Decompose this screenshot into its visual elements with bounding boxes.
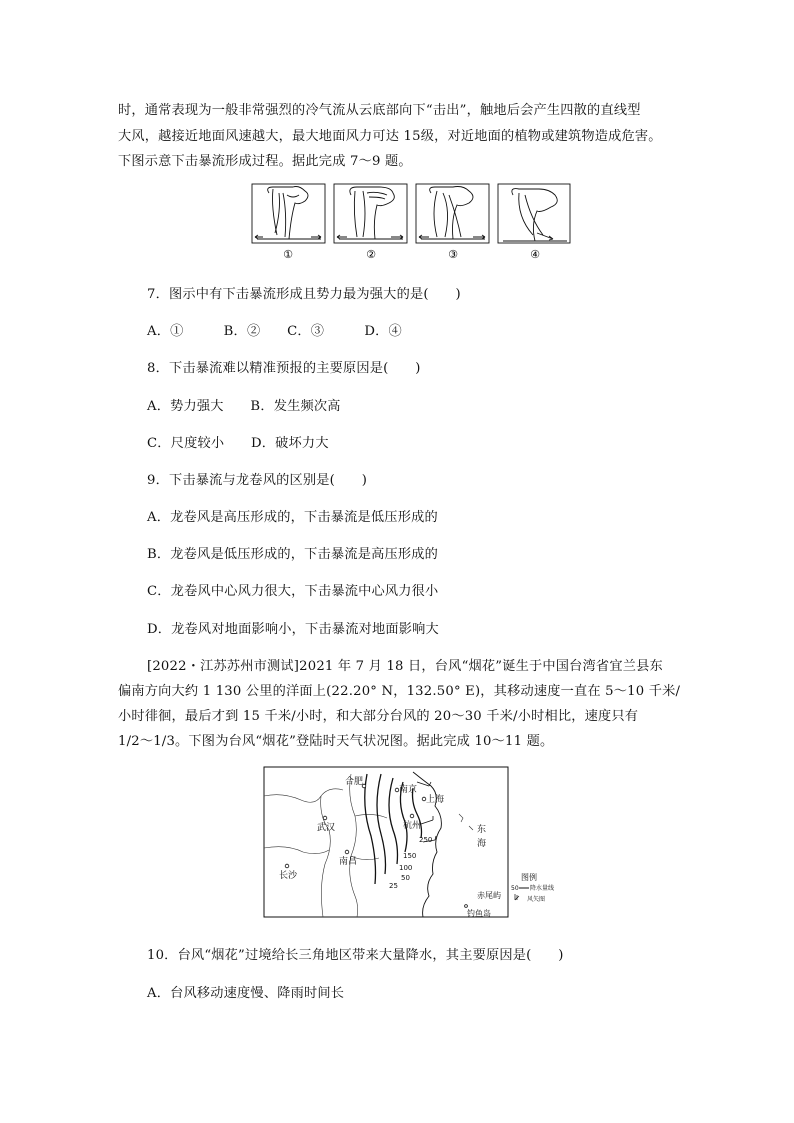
province-border: [264, 789, 343, 802]
isohyet-25: [365, 774, 376, 884]
typhoon-weather-map: [263, 766, 555, 920]
city-marker-wuhan: [323, 816, 327, 820]
city-marker-hangzhou: [410, 814, 414, 818]
passage-2-line-4: 1/2～1/3。下图为台风“烟花”登陆时天气状况图。据此完成 10～11 题。: [118, 734, 554, 749]
map-frame: [264, 767, 508, 917]
question-8-stem: 8．下击暴流难以精准预报的主要原因是( ): [147, 361, 421, 376]
city-label-nanchang: 南昌: [339, 857, 358, 867]
question-7-options: A．① B．② C．③ D．④: [147, 324, 402, 339]
question-10-option-a: A．台风移动速度慢、降雨时间长: [147, 986, 345, 1001]
isohyet-50: [377, 774, 386, 874]
intro-line-1: 时，通常表现为一般非常强烈的冷气流从云底部向下“击出”，触地后会产生四散的直线型: [118, 103, 641, 118]
question-8-options-cd: C．尺度较小 D．破坏力大: [147, 436, 329, 451]
intro-line-3: 下图示意下击暴流形成过程。据此完成 7～9 题。: [118, 154, 412, 169]
isohyet-label-250: 250: [419, 836, 433, 844]
question-9-option-d: D．龙卷风对地面影响小，下击暴流对地面影响大: [147, 622, 439, 637]
city-label-wuhan: 武汉: [317, 823, 336, 833]
coastline: [413, 772, 441, 917]
island: [459, 814, 463, 822]
province-border: [321, 796, 331, 917]
question-7-stem: 7．图示中有下击暴流形成且势力最为强大的是( ): [147, 287, 461, 302]
island-label-chiwei: 赤尾屿: [477, 891, 501, 900]
question-9-option-b: B．龙卷风是低压形成的，下击暴流是高压形成的: [147, 547, 439, 562]
sea-label-1: 东: [477, 825, 487, 835]
city-marker-changsha: [285, 864, 289, 868]
isohyet-label-25: 25: [389, 882, 398, 890]
province-border: [350, 774, 358, 917]
city-marker-nanchang: [345, 850, 349, 854]
island-label-diaoyu: 钓鱼岛: [467, 909, 491, 918]
question-9-stem: 9．下击暴流与龙卷风的区别是( ): [147, 473, 368, 488]
downburst-figure: [251, 183, 571, 263]
city-label-shanghai: 上海: [426, 795, 445, 805]
panel-label-2: ②: [366, 248, 376, 261]
question-10-stem: 10．台风“烟花”过境给长三角地区带来大量降水，其主要原因是( ): [147, 948, 564, 963]
wind-barb: [421, 816, 433, 824]
question-9-option-a: A．龙卷风是高压形成的，下击暴流是低压形成的: [147, 510, 438, 525]
panel-label-4: ④: [530, 248, 540, 261]
legend-isohyet-label: 降水量线: [530, 885, 555, 892]
panel-1-frame: [252, 184, 325, 243]
city-label-nanjing: 南京: [399, 785, 418, 795]
passage-2-line-2: 偏南方向大约 1 130 公里的洋面上(22.20° N，132.50° E)，其移动速度一直在 5～10 千米/: [118, 684, 681, 699]
isohyet-label-150: 150: [403, 852, 417, 860]
legend-isohyet-value: 50: [511, 885, 519, 892]
province-border: [264, 847, 329, 854]
legend-barb-icon: [515, 894, 519, 900]
isohyet-label-50: 50: [401, 874, 410, 882]
question-9-option-c: C．龙卷风中心风力很大，下击暴流中心风力很小: [147, 584, 439, 599]
sea-label-2: 海: [477, 839, 487, 849]
map-legend: [511, 872, 554, 903]
city-label-hangzhou: 杭州: [403, 821, 422, 831]
question-8-options-ab: A．势力强大 B．发生频次高: [147, 399, 341, 414]
legend-barb-label: 风矢图: [527, 896, 546, 903]
passage-2-line-3: 小时徘徊，最后才到 15 千米/小时，和大部分台风的 20～30 千米/小时相比，速度只有: [118, 709, 639, 724]
legend-title: 图例: [521, 873, 537, 882]
city-label-hefei: 合肥: [345, 777, 364, 787]
island-marker: [465, 905, 468, 908]
island: [469, 826, 473, 830]
province-border: [355, 814, 387, 818]
isohyet-label-100: 100: [399, 864, 413, 872]
intro-line-2: 大风，越接近地面风速越大，最大地面风力可达 15级，对近地面的植物或建筑物造成危害。: [118, 129, 662, 144]
passage-2-line-1: [2022・江苏苏州市测试]2021 年 7 月 18 日，台风“烟花”诞生于中国台湾省宜兰县东: [147, 659, 663, 674]
panel-label-3: ③: [448, 248, 458, 261]
panel-label-1: ①: [283, 248, 293, 261]
city-label-changsha: 长沙: [279, 871, 298, 881]
